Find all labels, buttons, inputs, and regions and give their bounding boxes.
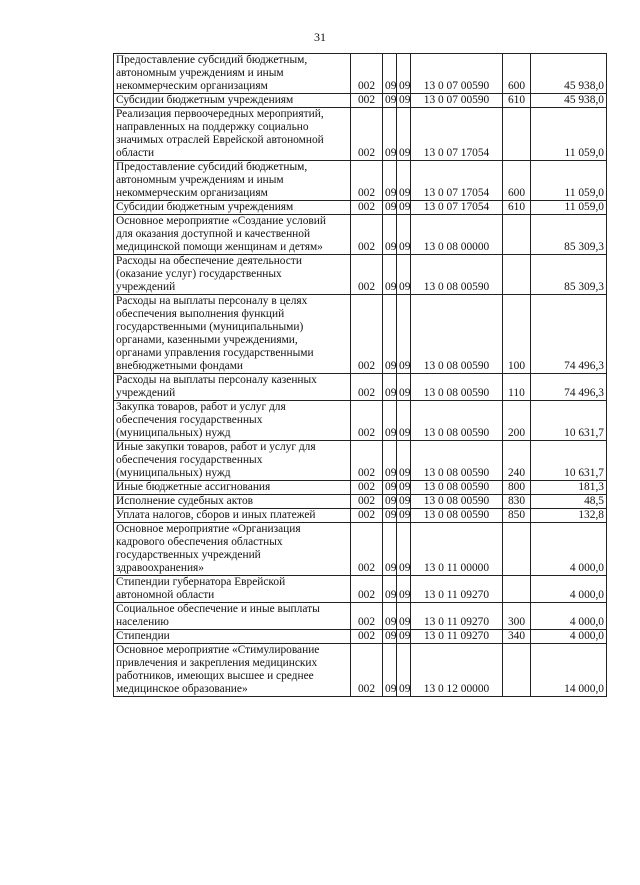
- table-row: [114, 603, 607, 630]
- row-name: Предоставление субсидий бюджетным, автономным учреждениям и иным некоммерческим организациям: [114, 161, 351, 201]
- program-code: 13 0 07 00590: [411, 54, 503, 94]
- amount: 74 496,3: [531, 295, 607, 374]
- row-name: Основное мероприятие «Создание условий для оказания доступной и качественной медицинской помощи женщинам и детям»: [114, 215, 351, 255]
- row-name: Реализация первоочередных мероприятий, направленных на поддержку социально значимых отраслей Еврейской автономной области: [114, 108, 351, 161]
- ministry-code: 002: [351, 630, 383, 644]
- expense-type-code: 850: [503, 509, 531, 523]
- subsection-code: 09: [397, 295, 411, 374]
- program-code: 13 0 08 00590: [411, 481, 503, 495]
- section-code: 09: [383, 201, 397, 215]
- amount: 74 496,3: [531, 374, 607, 401]
- table-row: [114, 481, 607, 495]
- row-name: Социальное обеспечение и иные выплаты населению: [114, 603, 351, 630]
- program-code: 13 0 07 17054: [411, 201, 503, 215]
- subsection-code: 09: [397, 108, 411, 161]
- subsection-code: 09: [397, 374, 411, 401]
- row-name: Расходы на выплаты персоналу в целях обеспечения выполнения функций государственными (муниципальными) органами, казенными учреждениями, органами управления государственными внебюджетными фондами: [114, 295, 351, 374]
- ministry-code: 002: [351, 215, 383, 255]
- amount: 85 309,3: [531, 215, 607, 255]
- ministry-code: 002: [351, 576, 383, 603]
- amount: 48,5: [531, 495, 607, 509]
- expense-type-code: [503, 215, 531, 255]
- table-row: [114, 401, 607, 441]
- amount: 11 059,0: [531, 201, 607, 215]
- section-code: 09: [383, 94, 397, 108]
- ministry-code: 002: [351, 201, 383, 215]
- page-number: 31: [314, 30, 326, 44]
- subsection-code: 09: [397, 161, 411, 201]
- row-name: Иные закупки товаров, работ и услуг для обеспечения государственных (муниципальных) нужд: [114, 441, 351, 481]
- ministry-code: 002: [351, 54, 383, 94]
- program-code: 13 0 08 00000: [411, 215, 503, 255]
- ministry-code: 002: [351, 108, 383, 161]
- subsection-code: 09: [397, 644, 411, 697]
- program-code: 13 0 07 17054: [411, 108, 503, 161]
- subsection-code: 09: [397, 603, 411, 630]
- program-code: 13 0 08 00590: [411, 374, 503, 401]
- section-code: 09: [383, 215, 397, 255]
- program-code: 13 0 08 00590: [411, 509, 503, 523]
- row-name: Стипендии: [114, 630, 351, 644]
- row-name: Основное мероприятие «Организация кадрового обеспечения областных государственных учреждений здравоохранения»: [114, 523, 351, 576]
- ministry-code: 002: [351, 441, 383, 481]
- subsection-code: 09: [397, 54, 411, 94]
- ministry-code: 002: [351, 94, 383, 108]
- program-code: 13 0 08 00590: [411, 441, 503, 481]
- row-name: Закупка товаров, работ и услуг для обеспечения государственных (муниципальных) нужд: [114, 401, 351, 441]
- expense-type-code: 300: [503, 603, 531, 630]
- expense-type-code: 610: [503, 201, 531, 215]
- subsection-code: 09: [397, 495, 411, 509]
- amount: 132,8: [531, 509, 607, 523]
- amount: 14 000,0: [531, 644, 607, 697]
- ministry-code: 002: [351, 295, 383, 374]
- subsection-code: 09: [397, 481, 411, 495]
- row-name: Уплата налогов, сборов и иных платежей: [114, 509, 351, 523]
- expense-type-code: 600: [503, 54, 531, 94]
- table-row: [114, 94, 607, 108]
- subsection-code: 09: [397, 509, 411, 523]
- ministry-code: 002: [351, 401, 383, 441]
- program-code: 13 0 07 00590: [411, 94, 503, 108]
- table-row: [114, 441, 607, 481]
- amount: 11 059,0: [531, 161, 607, 201]
- table-row: [114, 495, 607, 509]
- amount: 10 631,7: [531, 401, 607, 441]
- program-code: 13 0 07 17054: [411, 161, 503, 201]
- amount: 45 938,0: [531, 54, 607, 94]
- section-code: 09: [383, 54, 397, 94]
- table-row: [114, 295, 607, 374]
- subsection-code: 09: [397, 576, 411, 603]
- section-code: 09: [383, 603, 397, 630]
- program-code: 13 0 08 00590: [411, 255, 503, 295]
- amount: 45 938,0: [531, 94, 607, 108]
- expense-type-code: 600: [503, 161, 531, 201]
- section-code: 09: [383, 481, 397, 495]
- section-code: 09: [383, 495, 397, 509]
- amount: 85 309,3: [531, 255, 607, 295]
- table-row: [114, 576, 607, 603]
- ministry-code: 002: [351, 481, 383, 495]
- amount: 4 000,0: [531, 523, 607, 576]
- subsection-code: 09: [397, 94, 411, 108]
- subsection-code: 09: [397, 523, 411, 576]
- expense-type-code: 110: [503, 374, 531, 401]
- program-code: 13 0 08 00590: [411, 401, 503, 441]
- ministry-code: 002: [351, 374, 383, 401]
- row-name: Субсидии бюджетным учреждениям: [114, 94, 351, 108]
- table-row: [114, 54, 607, 94]
- table-row: [114, 255, 607, 295]
- section-code: 09: [383, 523, 397, 576]
- amount: 181,3: [531, 481, 607, 495]
- subsection-code: 09: [397, 441, 411, 481]
- table-row: [114, 108, 607, 161]
- section-code: 09: [383, 401, 397, 441]
- expense-type-code: [503, 576, 531, 603]
- table-row: [114, 215, 607, 255]
- section-code: 09: [383, 644, 397, 697]
- section-code: 09: [383, 108, 397, 161]
- table-row: [114, 523, 607, 576]
- ministry-code: 002: [351, 161, 383, 201]
- amount: 11 059,0: [531, 108, 607, 161]
- program-code: 13 0 08 00590: [411, 495, 503, 509]
- amount: 4 000,0: [531, 576, 607, 603]
- expense-type-code: 100: [503, 295, 531, 374]
- table-row: [114, 161, 607, 201]
- expense-type-code: 610: [503, 94, 531, 108]
- expense-type-code: [503, 523, 531, 576]
- ministry-code: 002: [351, 603, 383, 630]
- amount: 4 000,0: [531, 603, 607, 630]
- subsection-code: 09: [397, 255, 411, 295]
- section-code: 09: [383, 576, 397, 603]
- row-name: Расходы на обеспечение деятельности (оказание услуг) государственных учреждений: [114, 255, 351, 295]
- ministry-code: 002: [351, 523, 383, 576]
- expense-type-code: 830: [503, 495, 531, 509]
- budget-table-body: [114, 54, 607, 697]
- ministry-code: 002: [351, 255, 383, 295]
- row-name: Субсидии бюджетным учреждениям: [114, 201, 351, 215]
- expense-type-code: 200: [503, 401, 531, 441]
- budget-table: [113, 53, 607, 697]
- program-code: 13 0 11 09270: [411, 576, 503, 603]
- amount: 10 631,7: [531, 441, 607, 481]
- program-code: 13 0 11 00000: [411, 523, 503, 576]
- subsection-code: 09: [397, 630, 411, 644]
- row-name: Исполнение судебных актов: [114, 495, 351, 509]
- subsection-code: 09: [397, 201, 411, 215]
- subsection-code: 09: [397, 215, 411, 255]
- expense-type-code: [503, 255, 531, 295]
- section-code: 09: [383, 374, 397, 401]
- row-name: Основное мероприятие «Стимулирование привлечения и закрепления медицинских работников, имеющих высшее и среднее медицинское образование»: [114, 644, 351, 697]
- section-code: 09: [383, 295, 397, 374]
- program-code: 13 0 12 00000: [411, 644, 503, 697]
- ministry-code: 002: [351, 644, 383, 697]
- program-code: 13 0 08 00590: [411, 295, 503, 374]
- expense-type-code: [503, 108, 531, 161]
- row-name: Предоставление субсидий бюджетным, автономным учреждениям и иным некоммерческим организациям: [114, 54, 351, 94]
- table-row: [114, 374, 607, 401]
- ministry-code: 002: [351, 495, 383, 509]
- row-name: Иные бюджетные ассигнования: [114, 481, 351, 495]
- expense-type-code: [503, 644, 531, 697]
- section-code: 09: [383, 161, 397, 201]
- table-row: [114, 509, 607, 523]
- table-row: [114, 644, 607, 697]
- expense-type-code: 240: [503, 441, 531, 481]
- section-code: 09: [383, 441, 397, 481]
- expense-type-code: 340: [503, 630, 531, 644]
- table-row: [114, 630, 607, 644]
- section-code: 09: [383, 630, 397, 644]
- amount: 4 000,0: [531, 630, 607, 644]
- section-code: 09: [383, 255, 397, 295]
- row-name: Расходы на выплаты персоналу казенных учреждений: [114, 374, 351, 401]
- ministry-code: 002: [351, 509, 383, 523]
- subsection-code: 09: [397, 401, 411, 441]
- program-code: 13 0 11 09270: [411, 603, 503, 630]
- section-code: 09: [383, 509, 397, 523]
- expense-type-code: 800: [503, 481, 531, 495]
- table-row: [114, 201, 607, 215]
- row-name: Стипендии губернатора Еврейской автономной области: [114, 576, 351, 603]
- program-code: 13 0 11 09270: [411, 630, 503, 644]
